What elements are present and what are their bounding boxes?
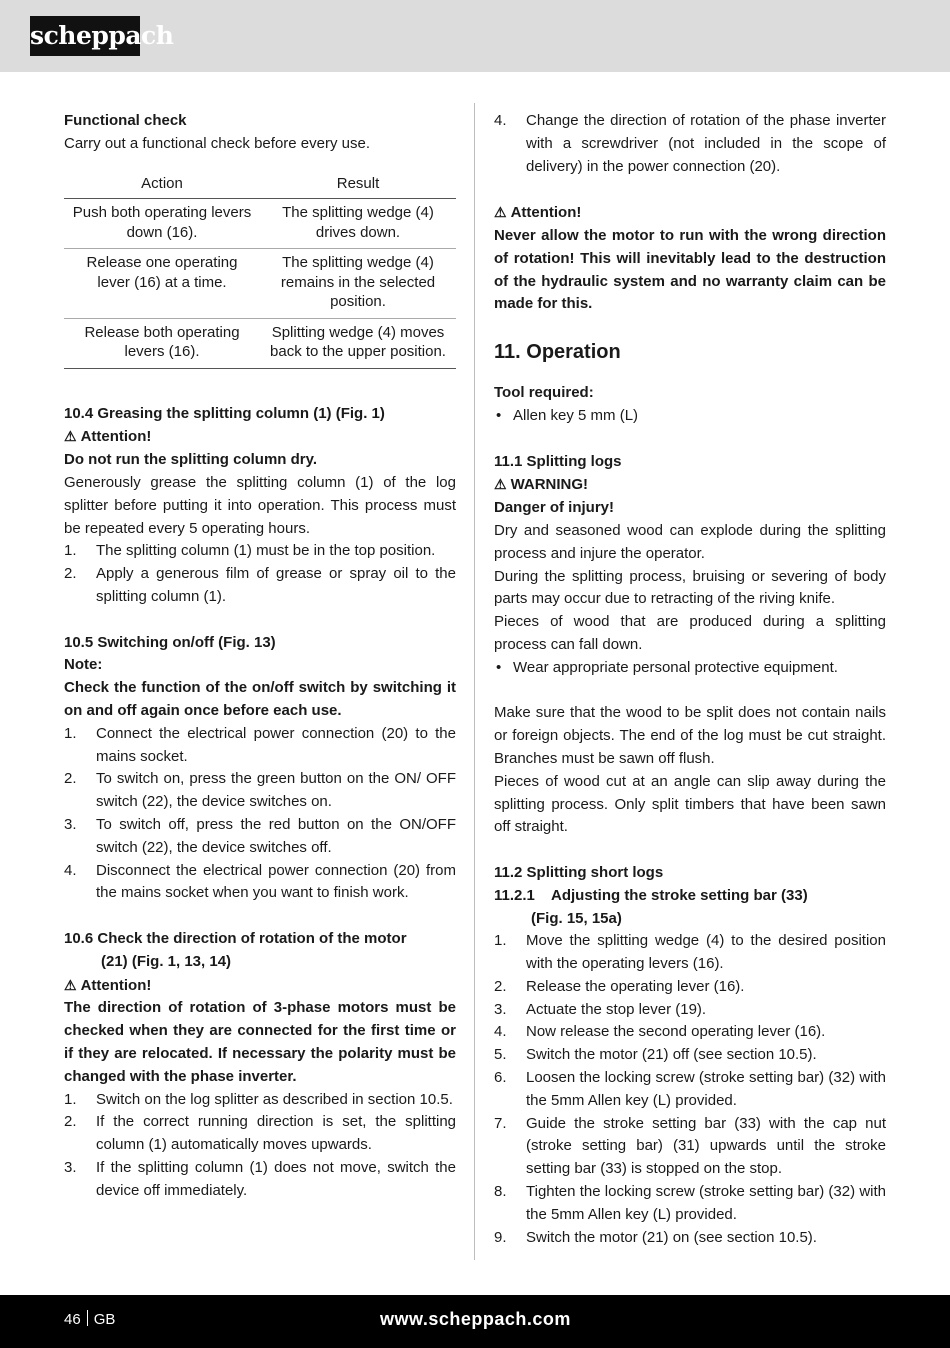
warning-triangle-icon: ⚠ bbox=[64, 428, 77, 445]
warning-triangle-icon: ⚠ bbox=[494, 476, 507, 493]
section-10-6-heading-cont: (21) (Fig. 1, 13, 14) bbox=[101, 952, 232, 970]
paragraph: Pieces of wood cut at an angle can slip away during the splitting process. Only split timbers that have been sawn off straight. bbox=[494, 772, 886, 836]
section-11-2-1-steps bbox=[494, 930, 886, 1249]
tool-required-label: Tool required: bbox=[494, 384, 594, 402]
note-label: Note: bbox=[64, 656, 103, 674]
list-item: 1. Switch on the log splitter as described in section 10.5. bbox=[64, 1090, 453, 1108]
table-row bbox=[64, 318, 456, 368]
section-11-2-1-heading-cont: (Fig. 15, 15a) bbox=[531, 909, 622, 927]
list-item: 8. Tighten the locking screw (stroke setting bar) (32) with the 5mm Allen key (L) provided. bbox=[494, 1183, 886, 1223]
list-item: 2. Release the operating lever (16). bbox=[494, 977, 745, 995]
list-item: 2. Apply a generous film of grease or spray oil to the splitting column (1). bbox=[64, 565, 456, 605]
footer-bar bbox=[0, 1295, 950, 1348]
list-item: 4. Change the direction of rotation of the phase inverter with a screwdriver (not included in the scope of delivery) in the power connection (20). bbox=[494, 112, 886, 175]
list-item: 7. Guide the stroke setting bar (33) with the cap nut (stroke setting bar) (31) upwards until the stroke setting bar (33) is stopped on the stop. bbox=[494, 1114, 886, 1178]
paragraph: Make sure that the wood to be split does not contain nails or foreign objects. The end of the log must be cut straight. Branches must be sawn off flush. bbox=[494, 704, 886, 767]
tool-list bbox=[494, 405, 886, 428]
section-11-1-heading: 11.1 Splitting logs bbox=[494, 452, 622, 470]
table-cell-result: The splitting wedge (4) drives down. bbox=[260, 199, 456, 249]
right-column bbox=[494, 110, 886, 1249]
attention-label bbox=[64, 425, 456, 449]
section-10-6-heading: 10.6 Check the direction of rotation of the motor bbox=[64, 929, 407, 947]
website-url: www.scheppach.com bbox=[380, 1309, 571, 1329]
table-cell-result: The splitting wedge (4) remains in the selected position. bbox=[260, 249, 456, 319]
paragraph: During the splitting process, bruising or severing of body parts may occur due to retracting of the riving knife. bbox=[494, 567, 886, 608]
list-item: 2. If the correct running direction is set, the splitting column (1) automatically moves upwards. bbox=[64, 1113, 456, 1154]
section-10-4-warning: Do not run the splitting column dry. bbox=[64, 451, 318, 469]
attention-text: Attention! bbox=[510, 204, 582, 222]
language-code: GB bbox=[93, 1311, 116, 1328]
list-item: 2. To switch on, press the green button on the ON/ OFF switch (22), the device switches on. bbox=[64, 770, 456, 811]
table-header-result: Result bbox=[260, 170, 456, 199]
table-row bbox=[64, 199, 456, 249]
paragraph: Dry and seasoned wood can explode during the splitting process and injure the operator. bbox=[494, 521, 886, 562]
list-item: • Wear appropriate personal protective equipment. bbox=[496, 658, 838, 676]
list-item: • Allen key 5 mm (L) bbox=[496, 406, 639, 424]
header-bar bbox=[0, 0, 950, 72]
section-11-heading: 11. Operation bbox=[494, 341, 621, 364]
list-item: 3. If the splitting column (1) does not move, switch the device off immediately. bbox=[64, 1158, 456, 1199]
section-10-4-heading: 10.4 Greasing the splitting column (1) (Fig. 1) bbox=[64, 404, 385, 422]
section-10-6-warning: The direction of rotation of 3-phase motors must be checked when they are connected for the first time or if they are relocated. If necessary the polarity must be changed with the phase inverter. bbox=[64, 999, 456, 1085]
left-column bbox=[64, 110, 456, 1202]
list-item: 6. Loosen the locking screw (stroke setting bar) (32) with the 5mm Allen key (L) provided. bbox=[494, 1069, 886, 1109]
section-11-2-1-heading: 11.2.1 Adjusting the stroke setting bar (33) bbox=[494, 886, 808, 904]
table-row bbox=[64, 249, 456, 319]
motor-direction-warning: Never allow the motor to run with the wrong direction of rotation! This will inevitably lead to the destruction of the hydraulic system and no warranty claim can be made for this. bbox=[494, 226, 886, 313]
list-item: 4. Disconnect the electrical power connection (20) from the mains socket when you want to finish work. bbox=[64, 861, 456, 902]
column-divider bbox=[474, 103, 475, 1260]
attention-label bbox=[494, 201, 886, 225]
table-cell-action: Release one operating lever (16) at a time. bbox=[64, 249, 260, 319]
attention-label bbox=[64, 974, 456, 998]
attention-text: Attention! bbox=[80, 976, 152, 994]
list-item: 3. Actuate the stop lever (19). bbox=[494, 1000, 707, 1018]
brand-logo: scheppach bbox=[30, 16, 140, 56]
section-10-5-note: Check the function of the on/off switch by switching it on and off again once before each use. bbox=[64, 679, 456, 719]
list-item: 1. The splitting column (1) must be in the top position. bbox=[64, 542, 436, 560]
list-item: 4. Now release the second operating lever (16). bbox=[494, 1023, 826, 1041]
table-cell-action: Release both operating levers (16). bbox=[64, 318, 260, 368]
danger-label: Danger of injury! bbox=[494, 499, 615, 517]
functional-check-title: Functional check bbox=[64, 112, 187, 129]
attention-text: Attention! bbox=[80, 428, 152, 446]
warning-label bbox=[494, 473, 886, 497]
warning-triangle-icon: ⚠ bbox=[64, 976, 77, 993]
list-item: 3. To switch off, press the red button on the ON/OFF switch (22), the device switches off. bbox=[64, 815, 456, 856]
list-item: 1. Move the splitting wedge (4) to the desired position with the operating levers (16). bbox=[494, 932, 886, 973]
ppe-list bbox=[494, 657, 886, 680]
table-cell-result: Splitting wedge (4) moves back to the upper position. bbox=[260, 318, 456, 368]
warning-text: WARNING! bbox=[510, 476, 589, 494]
section-11-2-heading: 11.2 Splitting short logs bbox=[494, 863, 664, 881]
functional-check-table bbox=[64, 170, 456, 369]
paragraph: Pieces of wood that are produced during a splitting process can fall down. bbox=[494, 613, 886, 653]
section-10-4-steps bbox=[64, 540, 456, 608]
section-10-5-heading: 10.5 Switching on/off (Fig. 13) bbox=[64, 633, 276, 651]
functional-check-intro: Carry out a functional check before every use. bbox=[64, 134, 370, 152]
page-indicator bbox=[64, 1309, 115, 1331]
table-header-action: Action bbox=[64, 170, 260, 199]
page-number: 46 bbox=[64, 1311, 81, 1328]
section-10-5-steps bbox=[64, 723, 456, 905]
section-10-4-text: Generously grease the splitting column (1) of the log splitter before putting it into operation. This process must be repeated every 5 operating hours. bbox=[64, 473, 456, 537]
table-header-row bbox=[64, 170, 456, 199]
list-item: 5. Switch the motor (21) off (see section 10.5). bbox=[494, 1046, 817, 1064]
warning-triangle-icon: ⚠ bbox=[494, 204, 507, 221]
page-separator bbox=[87, 1310, 88, 1326]
list-item: 1. Connect the electrical power connection (20) to the mains socket. bbox=[64, 724, 456, 765]
section-10-6-steps-cont bbox=[494, 110, 886, 178]
list-item: 9. Switch the motor (21) on (see section 10.5). bbox=[494, 1228, 817, 1246]
section-10-6-steps bbox=[64, 1089, 456, 1203]
table-cell-action: Push both operating levers down (16). bbox=[64, 199, 260, 249]
